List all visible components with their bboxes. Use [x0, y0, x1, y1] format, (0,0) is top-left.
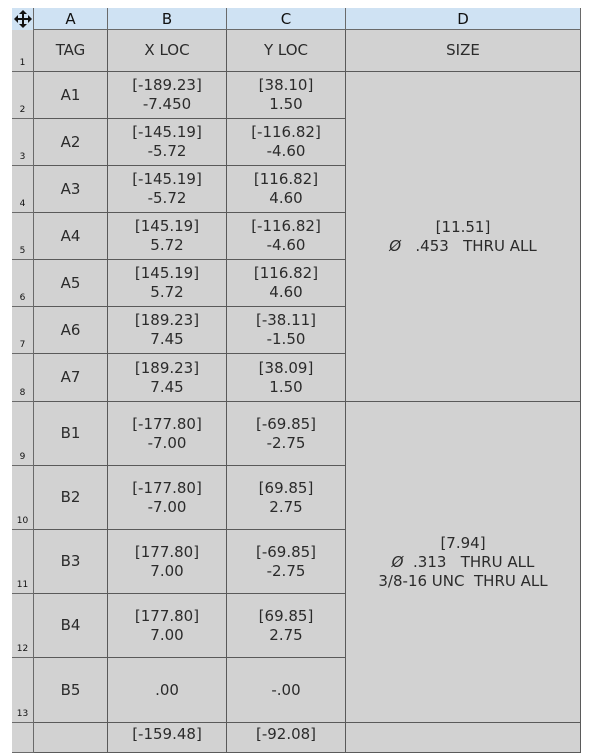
- x-loc-metric: [-177.80]: [132, 414, 202, 433]
- row-number-label: 3: [19, 152, 26, 162]
- row-number-label: 10: [16, 516, 29, 526]
- y-loc-cell[interactable]: [227, 260, 346, 307]
- row-number[interactable]: [12, 260, 34, 307]
- row-number[interactable]: [12, 213, 34, 260]
- x-loc-cell[interactable]: [108, 213, 227, 260]
- y-loc-metric: [-69.85]: [255, 542, 317, 561]
- row-number[interactable]: [12, 166, 34, 213]
- y-loc-inch: 1.50: [269, 95, 303, 113]
- x-loc-inch: 5.72: [150, 283, 184, 301]
- column-header-c[interactable]: [227, 8, 346, 30]
- y-loc-metric: [-69.85]: [255, 414, 317, 433]
- column-header-b[interactable]: [108, 8, 227, 30]
- x-loc-cell[interactable]: [108, 466, 227, 530]
- x-loc-cell[interactable]: [108, 72, 227, 119]
- y-loc-cell[interactable]: [227, 354, 346, 402]
- size-diameter-line: [392, 553, 535, 572]
- y-loc-metric: [-116.82]: [251, 217, 321, 235]
- y-loc-cell[interactable]: [227, 658, 346, 723]
- row-number[interactable]: [12, 530, 34, 594]
- x-loc-metric: [177.80]: [134, 542, 200, 561]
- size-cell-group-a[interactable]: [346, 72, 581, 402]
- row-number-label: 9: [19, 452, 26, 462]
- row-number[interactable]: [12, 119, 34, 166]
- x-loc-inch: -7.00: [147, 433, 187, 452]
- header-y-loc-label: Y LOC: [263, 41, 309, 59]
- y-loc-metric: [-38.11]: [255, 311, 317, 329]
- row-number[interactable]: [12, 723, 34, 753]
- x-loc-metric: [145.19]: [134, 217, 200, 235]
- diameter-symbol: Ø: [389, 236, 402, 255]
- column-header-d-label: D: [457, 9, 469, 28]
- y-loc-cell[interactable]: [227, 213, 346, 260]
- y-loc-inch: 2.75: [269, 625, 303, 644]
- y-loc-metric: [-116.82]: [251, 123, 321, 141]
- x-loc-inch: 7.00: [150, 625, 184, 644]
- y-loc-cell[interactable]: [227, 594, 346, 658]
- tag-value: A2: [60, 132, 81, 151]
- row-number-label: 4: [19, 199, 26, 209]
- row-number[interactable]: [12, 658, 34, 723]
- row-number[interactable]: [12, 402, 34, 466]
- column-header-c-label: C: [280, 9, 292, 28]
- x-loc-cell[interactable]: [108, 260, 227, 307]
- tag-value: B5: [60, 680, 81, 699]
- y-loc-cell[interactable]: [227, 166, 346, 213]
- header-x-loc[interactable]: [108, 30, 227, 72]
- x-loc-inch: -7.450: [142, 95, 192, 113]
- y-loc-cell[interactable]: [227, 530, 346, 594]
- tag-value: B4: [60, 616, 81, 634]
- tag-cell[interactable]: [34, 658, 108, 723]
- y-loc-metric: [116.82]: [253, 170, 319, 188]
- size-diameter-line: [389, 237, 536, 256]
- row-number-label: 1: [19, 58, 26, 68]
- x-loc-inch: 5.72: [150, 236, 184, 254]
- tag-cell[interactable]: [34, 260, 108, 307]
- tag-cell[interactable]: [34, 402, 108, 466]
- x-loc-inch: 7.45: [150, 330, 184, 348]
- row-number-label: 5: [19, 246, 26, 256]
- column-header-b-label: B: [161, 9, 173, 28]
- size-thread-line: 3/8-16 UNC THRU ALL: [378, 571, 548, 590]
- header-tag-label: TAG: [55, 41, 86, 59]
- tag-cell[interactable]: [34, 723, 108, 753]
- row-number-label: 2: [19, 105, 26, 115]
- column-header-a[interactable]: [34, 8, 108, 30]
- row-number-label: 6: [19, 293, 26, 303]
- tag-value: A1: [60, 85, 81, 104]
- tag-value: A5: [60, 273, 81, 292]
- x-loc-cell[interactable]: [108, 119, 227, 166]
- x-loc-cell[interactable]: [108, 307, 227, 354]
- y-loc-metric: [-92.08]: [255, 725, 317, 743]
- y-loc-cell[interactable]: [227, 466, 346, 530]
- x-loc-metric: [145.19]: [134, 264, 200, 282]
- tag-cell[interactable]: [34, 166, 108, 213]
- x-loc-cell[interactable]: [108, 658, 227, 723]
- y-loc-metric: [116.82]: [253, 264, 319, 282]
- tag-cell[interactable]: [34, 530, 108, 594]
- y-loc-metric: -.00: [271, 680, 301, 699]
- y-loc-inch: -1.50: [266, 330, 306, 348]
- y-loc-cell[interactable]: [227, 119, 346, 166]
- x-loc-metric: [-145.19]: [132, 123, 202, 141]
- x-loc-inch: 7.45: [150, 377, 184, 396]
- size-metric-value: [7.94]: [440, 533, 486, 552]
- tag-value: B1: [60, 424, 81, 442]
- x-loc-cell[interactable]: [108, 402, 227, 466]
- tag-value: B3: [60, 552, 81, 570]
- row-number-label: 11: [16, 580, 29, 590]
- header-size-label: SIZE: [446, 41, 480, 59]
- row-number-label: 13: [16, 709, 29, 719]
- left-gutter: [0, 0, 12, 737]
- x-loc-cell[interactable]: [108, 354, 227, 402]
- x-loc-metric: [-177.80]: [132, 478, 202, 497]
- row-number[interactable]: [12, 354, 34, 402]
- x-loc-cell[interactable]: [108, 166, 227, 213]
- column-header-d[interactable]: [346, 8, 581, 30]
- size-cell-group-b[interactable]: [346, 402, 581, 723]
- row-number[interactable]: [12, 466, 34, 530]
- size-cell-next[interactable]: [346, 723, 581, 753]
- y-loc-inch: -2.75: [266, 561, 306, 580]
- x-loc-metric: [189.23]: [134, 358, 200, 377]
- diameter-symbol: Ø: [391, 552, 404, 571]
- header-tag[interactable]: [34, 30, 108, 72]
- x-loc-inch: -7.00: [147, 497, 187, 516]
- tag-cell[interactable]: [34, 213, 108, 260]
- tag-value: B2: [60, 488, 81, 506]
- x-loc-inch: -5.72: [147, 189, 187, 207]
- tag-cell[interactable]: [34, 307, 108, 354]
- size-diameter-text: .453 THRU ALL: [415, 236, 537, 255]
- header-size[interactable]: [346, 30, 581, 72]
- row-number[interactable]: [12, 307, 34, 354]
- row-number[interactable]: [12, 72, 34, 119]
- header-y-loc[interactable]: [227, 30, 346, 72]
- tag-value: A7: [60, 368, 81, 386]
- y-loc-cell[interactable]: [227, 402, 346, 466]
- row-number-label: 12: [16, 644, 29, 654]
- x-loc-cell[interactable]: [108, 723, 227, 753]
- row-number-label: 8: [19, 388, 26, 398]
- y-loc-metric: [38.09]: [258, 358, 314, 377]
- y-loc-inch: -4.60: [266, 142, 306, 160]
- tag-cell[interactable]: [34, 354, 108, 402]
- x-loc-metric: [177.80]: [134, 606, 200, 625]
- tag-value: A4: [60, 226, 81, 245]
- x-loc-metric: [-145.19]: [132, 170, 202, 188]
- row-number-label: 7: [19, 340, 26, 350]
- y-loc-cell[interactable]: [227, 307, 346, 354]
- y-loc-inch: 4.60: [269, 189, 303, 207]
- tag-cell[interactable]: [34, 594, 108, 658]
- y-loc-cell[interactable]: [227, 723, 346, 753]
- x-loc-metric: [-189.23]: [132, 76, 202, 94]
- x-loc-metric: .00: [155, 680, 179, 699]
- x-loc-metric: [189.23]: [134, 311, 200, 329]
- x-loc-cell[interactable]: [108, 594, 227, 658]
- x-loc-inch: 7.00: [150, 561, 184, 580]
- tag-cell[interactable]: [34, 72, 108, 119]
- x-loc-metric: [-159.48]: [132, 725, 202, 743]
- tag-cell[interactable]: [34, 119, 108, 166]
- y-loc-inch: 4.60: [269, 283, 303, 301]
- tag-cell[interactable]: [34, 466, 108, 530]
- size-metric-value: [11.51]: [435, 217, 491, 236]
- y-loc-inch: 2.75: [269, 497, 303, 516]
- size-diameter-text: .313 THRU ALL: [413, 552, 535, 571]
- y-loc-metric: [69.85]: [258, 478, 314, 497]
- header-x-loc-label: X LOC: [144, 41, 190, 59]
- y-loc-inch: 1.50: [269, 377, 303, 396]
- y-loc-inch: -2.75: [266, 433, 306, 452]
- row-number-1[interactable]: [12, 30, 34, 72]
- y-loc-metric: [69.85]: [258, 606, 314, 625]
- x-loc-cell[interactable]: [108, 530, 227, 594]
- tag-value: A3: [60, 179, 81, 198]
- y-loc-inch: -4.60: [266, 236, 306, 254]
- x-loc-inch: -5.72: [147, 142, 187, 160]
- y-loc-metric: [38.10]: [258, 76, 314, 94]
- y-loc-cell[interactable]: [227, 72, 346, 119]
- column-header-a-label: A: [65, 9, 76, 28]
- row-number[interactable]: [12, 594, 34, 658]
- tag-value: A6: [60, 320, 81, 339]
